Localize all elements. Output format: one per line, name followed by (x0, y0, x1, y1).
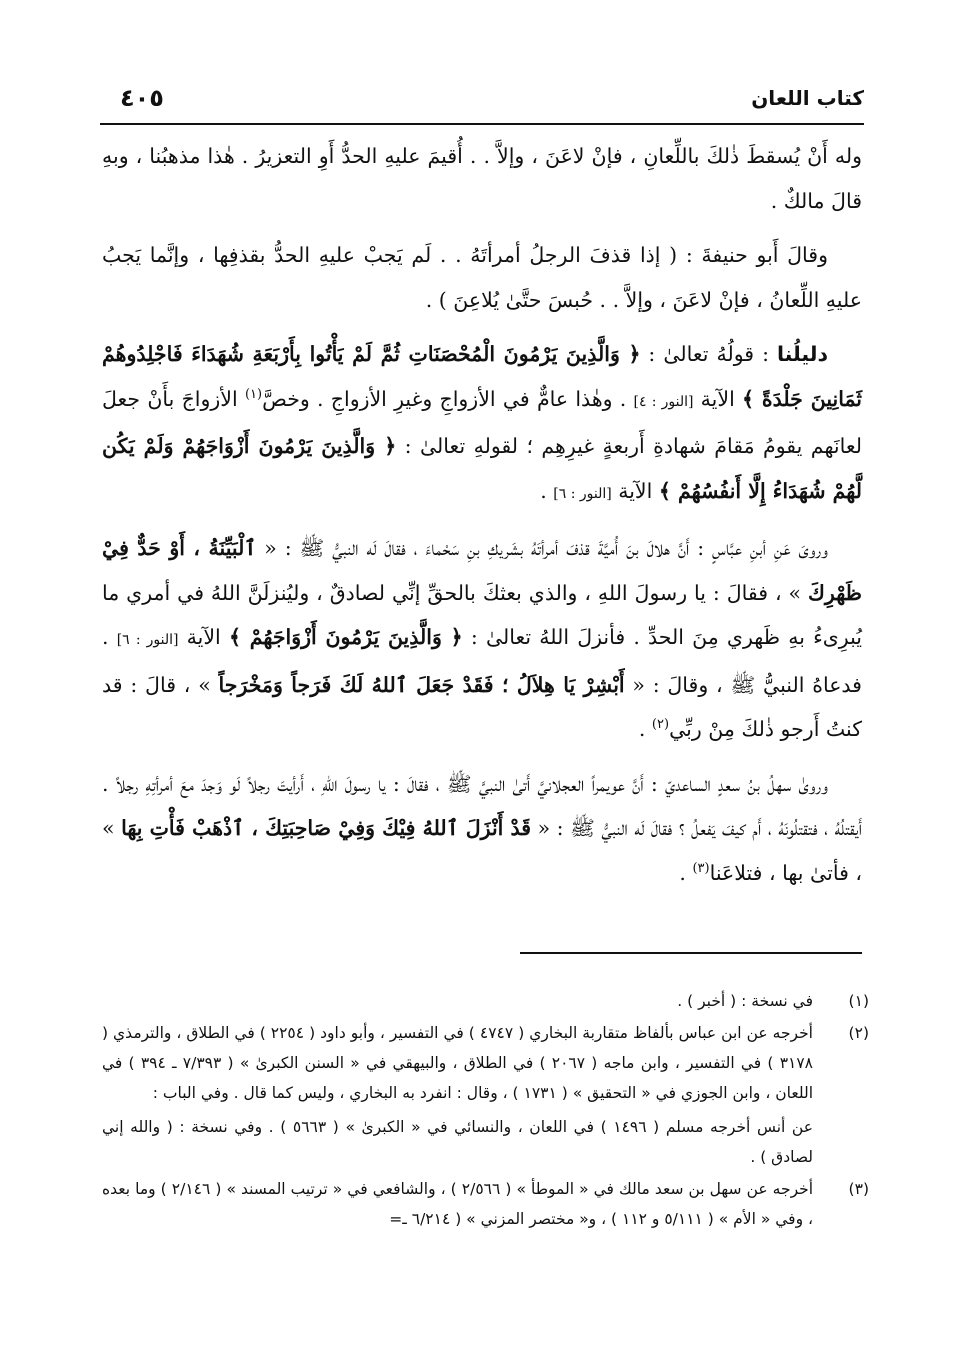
verse-reference: [النور : ٦] (116, 632, 179, 648)
text-run: . (638, 717, 652, 741)
paragraph-4 (102, 526, 862, 752)
quran-verse: ﴿ وَالَّذِينَ يَرْمُونَ الْمُحْصَنَاتِ ثُمَّ لَمْ يَأْتُوا بِأَرْبَعَةِ شُهَدَاءَ فَاجْلِدُوهُمْ ثَمَانِينَ جَلْدَةً ﴾ (102, 342, 863, 411)
main-text (102, 134, 862, 905)
footnote-number: (١) (848, 992, 869, 1010)
text-run: الأزواجَ بأَنْ جعلَ لعانَهم يقومُ مَقامَ شهادةِ أَربعةٍ غيرِهِم ؛ لقولهِ تعالىٰ : (102, 386, 862, 458)
footnote-marker: (١) (244, 386, 263, 402)
text-run: : قولُهُ تعالىٰ : (640, 342, 777, 366)
paragraph-lead-word: دليلُنا (776, 342, 828, 366)
text-run: وروىٰ سهلُ بنُ سعدٍ الساعديّ : أَنَّ عويمراً العجلانيَّ أَتىٰ النبيَّ ﷺ ، فقالَ : يا رسولَ اللهِ ، أَرأيتَ رجلاً لَو وَجدَ معَ أمرأتِهِ رجلاً . أَيقتلُهُ ، فتقتلُونَهُ ، أَم كيفَ يَفعلُ ؟ فقالَ لَه النبيُّ ﷺ : « (102, 771, 862, 840)
text-run: الآية (611, 478, 659, 503)
header-divider (100, 123, 864, 125)
verse-reference: [النور : ٦] (553, 485, 612, 502)
text-run: . (540, 478, 554, 503)
footnote-number: (٣) (848, 1180, 869, 1198)
text-run: . وهٰذا عامٌّ في الأزواجِ وغيرِ الأزواجِ . وخصَّ (262, 386, 634, 411)
footnote-1 (102, 986, 869, 1016)
footnote-divider (520, 952, 862, 954)
footnote-marker: (٢) (651, 717, 670, 733)
hadith-quote: ٱلْبَيِّنَةُ ، أَوْ حَدٌّ فِيْ ظَهْرِكَ (102, 536, 862, 605)
paragraph-3 (102, 332, 862, 516)
text-run: » ، فأتىٰ بها ، فتلاعَنا (102, 816, 862, 885)
hadith-quote: أَبْشِرْ يَا هِلاَلُ ؛ فَقَدْ جَعَلَ ٱللهُ لَكَ فَرَجاً وَمَخْرَجاً (218, 672, 625, 697)
footnote-number: (٢) (848, 1024, 869, 1042)
footnote-text: أخرجه عن ابن عباس بألفاظ متقاربة البخاري ( ٤٧٤٧ ) في التفسير ، وأبو داود ( ٢٢٥٤ ) في الطلاق ، والترمذي ( ٣١٧٨ ) في التفسير ، وابن ماجه ( ٢٠٦٧ ) في الطلاق ، والبيهقي في « السنن الكبرىٰ » ( ٧/٣٩٣ ـ ٣٩٤ ) في اللعان ، وابن الجوزي في « التحقيق » ( ١٧٣١ ) ، وقال : انفرد به البخاري ، وليس كما قال . وفي الباب : (102, 1024, 813, 1102)
paragraph-2: وقالَ أَبو حنيفةَ : ( إذا قذفَ الرجلُ أمرأتَهُ . . لَم يَجبْ عليهِ الحدُّ بقذفِها ، وإنَّما يَجبُ عليهِ اللِّعانُ ، فإنْ لاعَنَ ، وإلاَّ . . حُبسَ حتَّىٰ يُلاعِنَ ) . (102, 243, 862, 312)
page-number: ٤٠٥ (120, 84, 164, 112)
footnotes (102, 986, 869, 1236)
running-title: كتاب اللعان (751, 86, 864, 110)
page-header (100, 84, 864, 120)
text-run: . فدعاهُ النبيُّ ﷺ ، وقالَ : « (102, 625, 862, 697)
text-run: الآية (178, 625, 229, 649)
text-run: » ، فقالَ : يا رسولَ اللهِ ، والذي بعثكَ بالحقِّ إنِّي لصادقٌ ، وليُنزلَنَّ اللهُ في أمري ما يُبرِىءُ بهِ ظَهري مِنَ الحدِّ . فأنزلَ اللهُ تعالىٰ : (102, 580, 862, 649)
paragraph-5 (102, 762, 862, 896)
text-run: الآية (693, 386, 743, 411)
footnote-marker: (٣) (692, 860, 710, 876)
text-run: وروىَ عَنِ أبنِ عبَّاسٍ : أَنَّ هلالَ بنَ أُميَّةَ قذفَ أمرأتَهُ بشَريكِ بنِ سَحْماءَ ، فقالَ لَه النبيُّ ﷺ : « (256, 536, 829, 560)
hadith-quote: قَدْ أَنْزَلَ ٱللهُ فِيْكَ وَفِيْ صَاحِبَتِكَ ، ٱذْهَبْ فَأْتِ بِهَا (121, 816, 532, 840)
footnote-text: أخرجه عن سهل بن سعد مالك في « الموطأ » ( ٢/٥٦٦ ) ، والشافعي في « ترتيب المسند » ( ٢/١٤٦ ) وما بعده ، وفي « الأم » ( ٥/١١١ و ١١٢ ) ، و« مختصر المزني » ( ٦/٢١٤ ـ= (102, 1180, 814, 1228)
quran-verse: ﴿ وَالَّذِينَ يَرْمُونَ أَزْوَاجَهُمْ وَلَمْ يَكُن لَّهُمْ شُهَدَاءُ إِلَّا أَنفُسُهُمْ ﴾ (102, 434, 862, 503)
paragraph-1: وله أَنْ يُسقطَ ذٰلكَ باللِّعانِ ، فإنْ لاعَنَ ، وإلاَّ . . أُقيمَ عليهِ الحدُّ أَوِ التعزيرُ . هٰذا مذهبُنا ، وبهِ قالَ مالكٌ . (102, 144, 862, 213)
footnote-text: في نسخة : ( أخبر ) . (677, 992, 813, 1010)
quran-verse: ﴿ وَالَّذِينَ يَرْمُونَ أَزْوَاجَهُمْ ﴾ (228, 625, 463, 649)
text-run: » ، قالَ : قد كنتُ أَرجو ذٰلكَ مِنْ ربِّي (102, 672, 862, 741)
footnote-2 (102, 1018, 869, 1172)
footnote-3 (102, 1174, 869, 1234)
footnote-text-continuation: عن أنس أخرجه مسلم ( ١٤٩٦ ) في اللعان ، والنسائي في « الكبرىٰ » ( ٥٦٦٣ ) . وفي نسخة : ( والله إني لصادق ) . (102, 1118, 813, 1166)
verse-reference: [النور : ٤] (633, 393, 694, 410)
text-run: . (679, 860, 693, 885)
